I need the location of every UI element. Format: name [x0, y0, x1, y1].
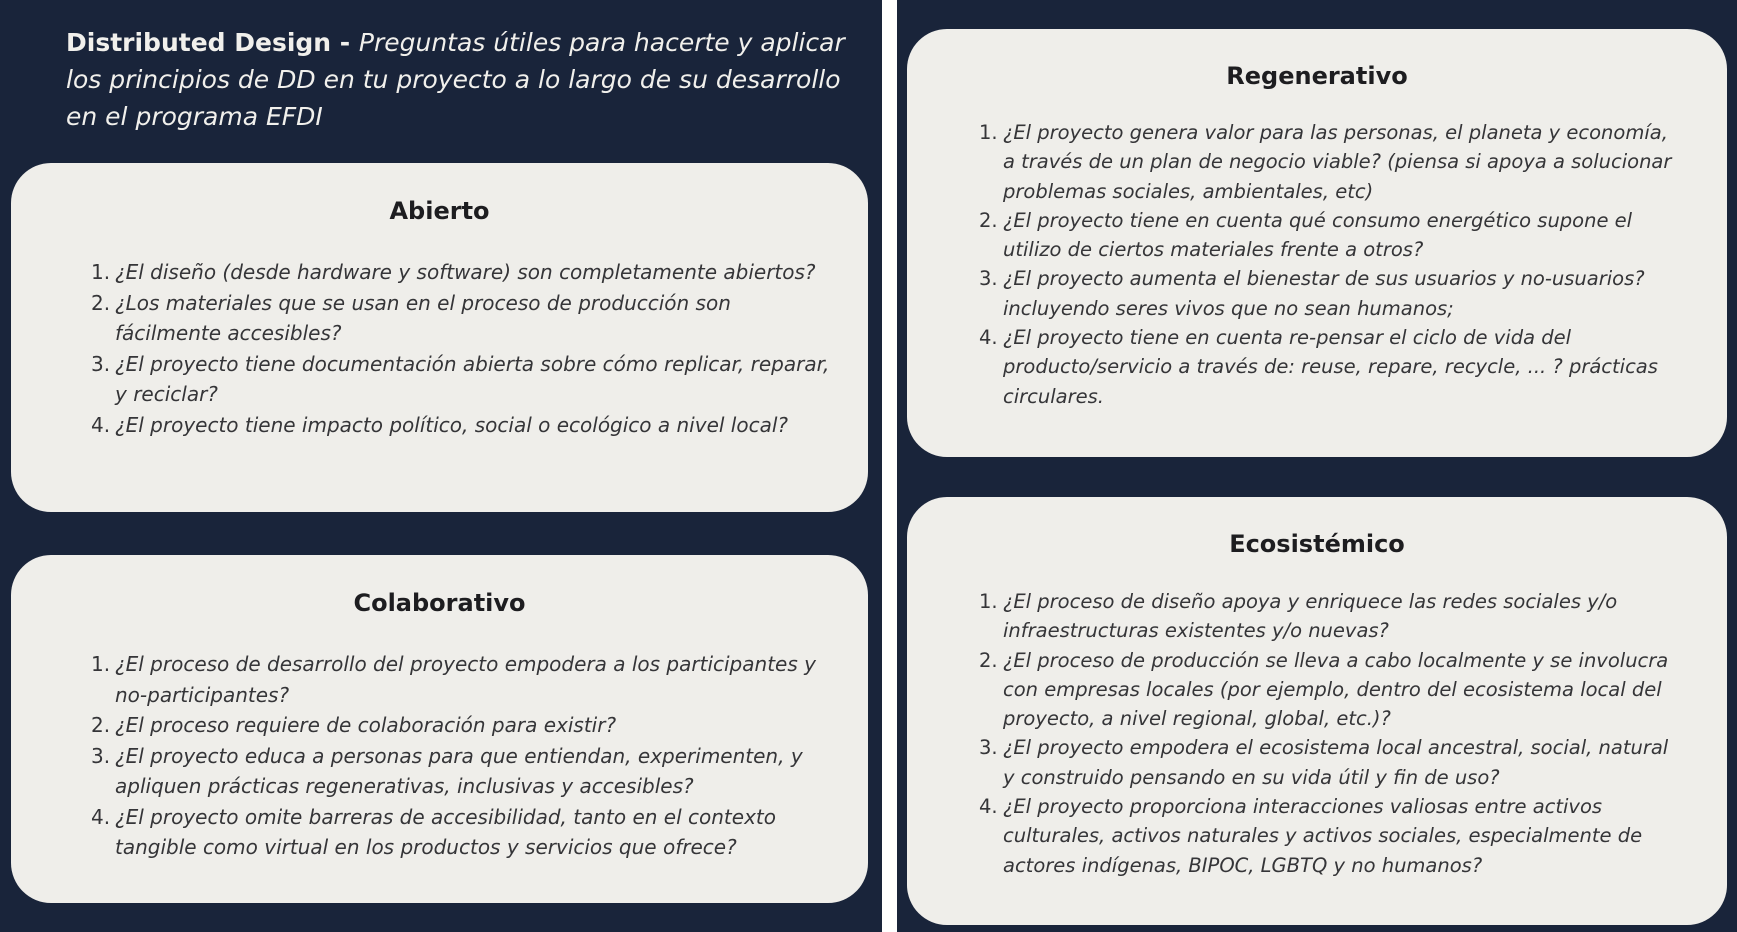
- item-text: ¿El proyecto tiene impacto político, social o ecológico a nivel local?: [115, 412, 789, 437]
- right-panel: [897, 0, 1737, 932]
- item-number: 2.: [91, 290, 111, 315]
- list-item: [979, 264, 1679, 323]
- list-item: [91, 741, 831, 802]
- list-item: [91, 257, 831, 288]
- list-item: [979, 587, 1679, 646]
- item-text: ¿El proceso de desarrollo del proyecto empodera a los participantes y no-participantes?: [115, 652, 816, 707]
- item-number: 1.: [91, 652, 111, 676]
- item-number: 2.: [979, 208, 998, 232]
- item-text: ¿Los materiales que se usan en el proceso de producción son fácilmente accesibles?: [115, 290, 731, 345]
- list-item: [91, 802, 831, 863]
- list-item: [979, 733, 1679, 792]
- page-title-bold: Distributed Design -: [66, 28, 359, 57]
- item-text: ¿El proceso de diseño apoya y enriquece las redes sociales y/o infraestructuras existentes y/o nuevas?: [1003, 590, 1618, 643]
- item-text: ¿El proyecto genera valor para las personas, el planeta y economía, a través de un plan de negocio viable? (piensa si apoya a solucionar problemas sociales, ambientales, etc): [1003, 121, 1672, 203]
- list-item: [979, 323, 1679, 411]
- item-text: ¿El proyecto educa a personas para que entiendan, experimenten, y apliquen prácticas regenerativas, inclusivas y accesibles?: [115, 743, 803, 798]
- item-number: 4.: [979, 795, 998, 819]
- card-title-ecosistemico: Ecosistémico: [1229, 530, 1405, 558]
- item-number: 2.: [91, 713, 111, 737]
- item-number: 4.: [979, 326, 998, 350]
- question-list-ecosistemico: [979, 587, 1679, 880]
- item-text: ¿El proceso de producción se lleva a cabo localmente y se involucra con empresas locales (por ejemplo, dentro del ecosistema local del proyecto, a nivel regional, global, etc.)?: [1003, 648, 1669, 731]
- list-item: [979, 118, 1679, 206]
- question-list-abierto: [91, 257, 831, 440]
- list-item: [91, 349, 831, 410]
- card-regenerativo: [907, 29, 1727, 457]
- card-title-regenerativo: Regenerativo: [1226, 62, 1408, 90]
- item-number: 3.: [91, 351, 111, 376]
- card-colaborativo: [11, 555, 868, 903]
- page-title: [66, 24, 846, 135]
- question-list-regenerativo: [979, 118, 1679, 411]
- item-number: 3.: [979, 267, 998, 291]
- item-number: 1.: [91, 260, 111, 284]
- list-item: [91, 288, 831, 349]
- item-text: ¿El diseño (desde hardware y software) son completamente abiertos?: [115, 260, 816, 284]
- card-ecosistemico: [907, 497, 1727, 925]
- item-number: 2.: [979, 648, 998, 672]
- list-item: [979, 206, 1679, 265]
- item-number: 4.: [91, 804, 111, 829]
- page-title-subtitle: Preguntas útiles para hacerte y aplicar los principios de DD en tu proyecto a lo largo de su desarrollo en el programa EFDI: [66, 28, 845, 131]
- list-item: [979, 792, 1679, 880]
- question-list-colaborativo: [91, 649, 831, 863]
- item-text: ¿El proceso requiere de colaboración para existir?: [115, 713, 617, 737]
- card-title-colaborativo: Colaborativo: [353, 589, 526, 617]
- list-item: [979, 646, 1679, 734]
- item-text: ¿El proyecto proporciona interacciones valiosas entre activos culturales, activos naturales y activos sociales, especialmente de actores indígenas, BIPOC, LGBTQ y no humanos?: [1003, 795, 1643, 877]
- item-text: ¿El proyecto tiene en cuenta qué consumo energético supone el utilizo de ciertos materiales frente a otros?: [1003, 208, 1633, 262]
- item-text: ¿El proyecto tiene documentación abierta sobre cómo replicar, reparar, y reciclar?: [115, 351, 830, 406]
- list-item: [91, 649, 831, 710]
- card-abierto: [11, 163, 868, 512]
- item-text: ¿El proyecto empodera el ecosistema local ancestral, social, natural y construido pensando en su vida útil y fin de uso?: [1003, 736, 1669, 789]
- item-text: ¿El proyecto omite barreras de accesibilidad, tanto en el contexto tangible como virtual en los productos y servicios que ofrece?: [115, 804, 776, 859]
- item-number: 3.: [979, 736, 998, 760]
- item-text: ¿El proyecto tiene en cuenta re-pensar el ciclo de vida del producto/servicio a través de: reuse, repare, recycle, ... ? prácticas circulares.: [1003, 326, 1658, 408]
- item-number: 4.: [91, 412, 111, 437]
- item-number: 1.: [979, 121, 998, 144]
- item-number: 1.: [979, 590, 998, 613]
- item-number: 3.: [91, 743, 111, 768]
- list-item: [91, 710, 831, 741]
- card-title-abierto: Abierto: [389, 197, 490, 225]
- list-item: [91, 410, 831, 441]
- item-text: ¿El proyecto aumenta el bienestar de sus usuarios y no-usuarios? incluyendo seres vivos que no sean humanos;: [1003, 267, 1645, 320]
